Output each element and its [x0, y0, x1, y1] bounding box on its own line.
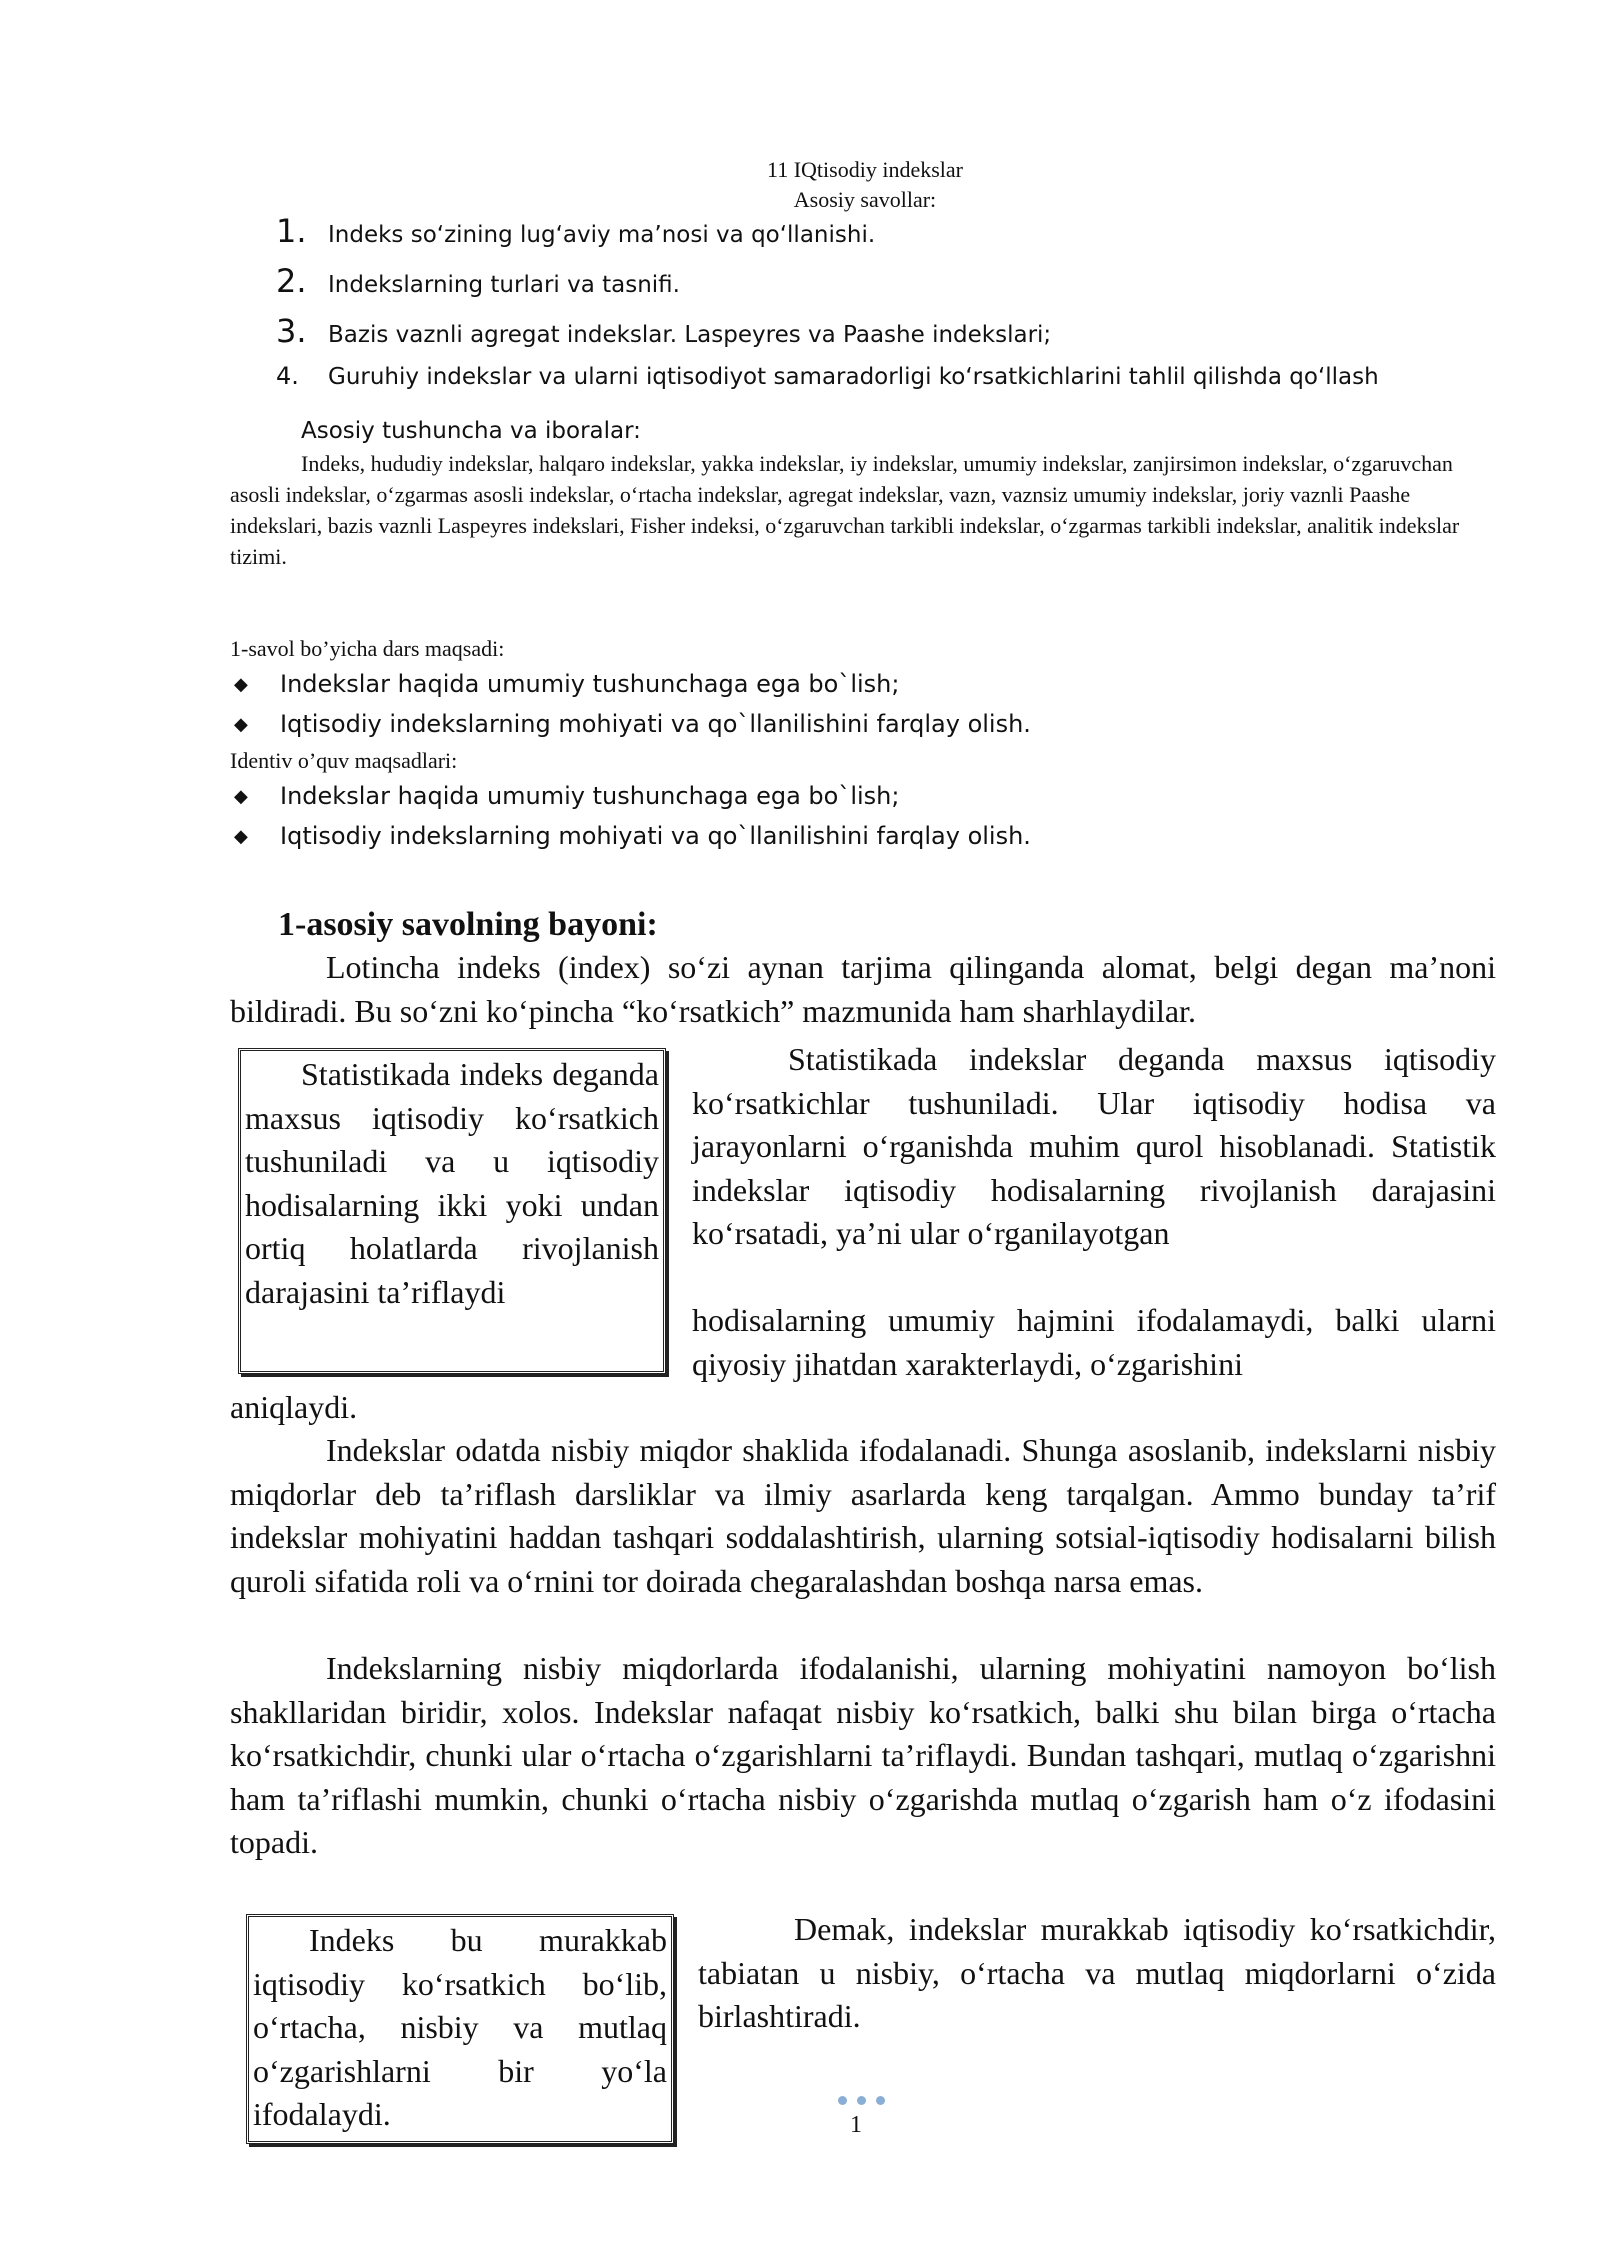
identiv-item — [234, 816, 1434, 856]
question-item — [276, 362, 1516, 412]
identiv-text: Iqtisodiy indekslarning mohiyati va qo`llanilishini farqlay olish. — [280, 822, 1031, 850]
concepts-text-block — [230, 448, 1500, 572]
section-title: 1-asosiy savolning bayoni: — [278, 906, 658, 943]
box-text-block — [253, 1919, 667, 2137]
paragraph-text: aniqlaydi. — [230, 1389, 358, 1425]
paragraph-text: Lotincha indeks (index) so‘zi aynan tarjima qilinganda alomat, belgi degan ma’noni bildiradi. Bu so‘zni ko‘pincha “ko‘rsatkich” mazmunida ham sharhlaydilar. — [230, 949, 1496, 1029]
dot — [876, 2096, 885, 2105]
paragraph — [230, 1386, 1496, 1430]
identiv-list — [234, 776, 1434, 856]
question-number: 2. — [276, 262, 307, 300]
paragraph-text: Demak, indekslar murakkab iqtisodiy ko‘rsatkichdir, tabiatan u nisbiy, o‘rtacha va mutlaq miqdorlarni o‘zida birlashtiradi. — [698, 1911, 1496, 2034]
concepts-heading: Asosiy tushuncha va iboralar: — [301, 418, 641, 444]
box-text: Statistikada indeks deganda maxsus iqtisodiy ko‘rsatkich tushuniladi va u iqtisodiy hodisalarning ikki yoki undan ortiq holatlarda rivojlanish darajasini ta’riflaydi — [245, 1056, 659, 1310]
paragraph-text: Statistikada indekslar deganda maxsus iqtisodiy ko‘rsatkichlar tushuniladi. Ular iqtisodiy hodisa va jarayonlarni o‘rganishda muhim qurol hisoblanadi. Statistik indekslar iqtisodiy hodisalarning rivojlanish darajasini ko‘rsatadi, ya’ni ular o‘rganilayotgan — [692, 1041, 1496, 1251]
goals-heading: 1-savol bo’yicha dars maqsadi: — [230, 636, 505, 661]
diamond-bullet-icon: ◆ — [234, 673, 248, 695]
question-text: Guruhiy indekslar va ularni iqtisodiyot samaradorligi ko‘rsatkichlarini tahlil qilishda qo‘llash — [328, 364, 1379, 390]
identiv-item — [234, 776, 1434, 816]
dot — [838, 2096, 847, 2105]
diamond-bullet-icon: ◆ — [234, 785, 248, 807]
questions-list — [276, 212, 1516, 412]
page-number: 1 — [850, 2112, 862, 2138]
paragraph-text: hodisalarning umumiy hajmini ifodalamaydi, balki ularni qiyosiy jihatdan xarakterlaydi, o‘zgarishini — [692, 1302, 1496, 1382]
dot — [857, 2096, 866, 2105]
question-number: 4. — [276, 362, 299, 390]
question-text: Bazis vaznli agregat indekslar. Laspeyres va Paashe indekslari; — [328, 322, 1052, 348]
questions-heading: Asosiy savollar: — [793, 187, 937, 212]
concepts-text: Indeks, hududiy indekslar, halqaro indekslar, yakka indekslar, iy indekslar, umumiy indekslar, zanjirsimon indekslar, o‘zgaruvchan asosli indekslar, o‘zgarmas asosli indekslar, o‘rtacha indekslar, agregat indekslar, vazn, vaznsiz umumiy indekslar, joriy vaznli Paashe indekslari, bazis vaznli Laspeyres indekslari, Fisher indeksi, o‘zgaruvchan tarkibli indekslar, o‘zgarmas tarkibli indekslar, analitik indekslar tizimi. — [230, 451, 1460, 569]
goals-list — [234, 664, 1434, 744]
question-number: 1. — [276, 212, 307, 250]
question-text: Indeks so‘zining lug‘aviy ma’nosi va qo‘llanishi. — [328, 222, 876, 248]
paragraph — [230, 1429, 1496, 1603]
paragraph — [692, 1299, 1496, 1386]
paragraph — [698, 1908, 1496, 2039]
ellipsis-dots-icon — [838, 2096, 885, 2105]
goal-item — [234, 704, 1434, 744]
paragraph — [692, 1038, 1496, 1256]
diamond-bullet-icon: ◆ — [234, 825, 248, 847]
definition-box — [246, 1914, 674, 2144]
paragraph-text: Indekslarning nisbiy miqdorlarda ifodalanishi, ularning mohiyatini namoyon bo‘lish shakllaridan biridir, xolos. Indekslar nafaqat nisbiy ko‘rsatkich, balki shu bilan birga o‘rtacha ko‘rsatkichdir, chunki ular o‘rtacha o‘zgarishlarni ta’riflaydi. Bundan tashqari, mutlaq o‘zgarishni ham ta’riflashi mumkin, chunki o‘rtacha nisbiy o‘zgarishda mutlaq o‘zgarish ham o‘z ifodasini topadi. — [230, 1650, 1496, 1860]
question-item — [276, 212, 1516, 262]
diamond-bullet-icon: ◆ — [234, 713, 248, 735]
identiv-heading: Identiv o’quv maqsadlari: — [230, 748, 458, 773]
question-text: Indekslarning turlari va tasnifi. — [328, 272, 680, 298]
goal-text: Iqtisodiy indekslarning mohiyati va qo`llanilishini farqlay olish. — [280, 710, 1031, 738]
goal-text: Indekslar haqida umumiy tushunchaga ega bo`lish; — [280, 670, 900, 698]
document-title: 11 IQtisodiy indekslar — [767, 157, 963, 182]
paragraph — [230, 946, 1496, 1033]
question-number: 3. — [276, 312, 307, 350]
box-text: Indeks bu murakkab iqtisodiy ko‘rsatkich bo‘lib, o‘rtacha, nisbiy va mutlaq o‘zgarishlarni bir yo‘la ifodalaydi. — [253, 1922, 667, 2132]
goal-item — [234, 664, 1434, 704]
paragraph-text: Indekslar odatda nisbiy miqdor shaklida ifodalanadi. Shunga asoslanib, indekslarni nisbiy miqdorlar deb ta’riflash darsliklar va ilmiy asarlarda keng tarqalgan. Ammo bunday ta’rif indekslar mohiyatini haddan tashqari soddalashtirish, ularning sotsial-iqtisodiy hodisalarni bilish quroli sifatida roli va o‘rnini tor doirada chegaralashdan boshqa narsa emas. — [230, 1432, 1496, 1599]
box-text-block — [245, 1053, 659, 1314]
question-item — [276, 262, 1516, 312]
identiv-text: Indekslar haqida umumiy tushunchaga ega bo`lish; — [280, 782, 900, 810]
definition-box — [238, 1048, 666, 1374]
paragraph — [230, 1647, 1496, 1865]
question-item — [276, 312, 1516, 362]
